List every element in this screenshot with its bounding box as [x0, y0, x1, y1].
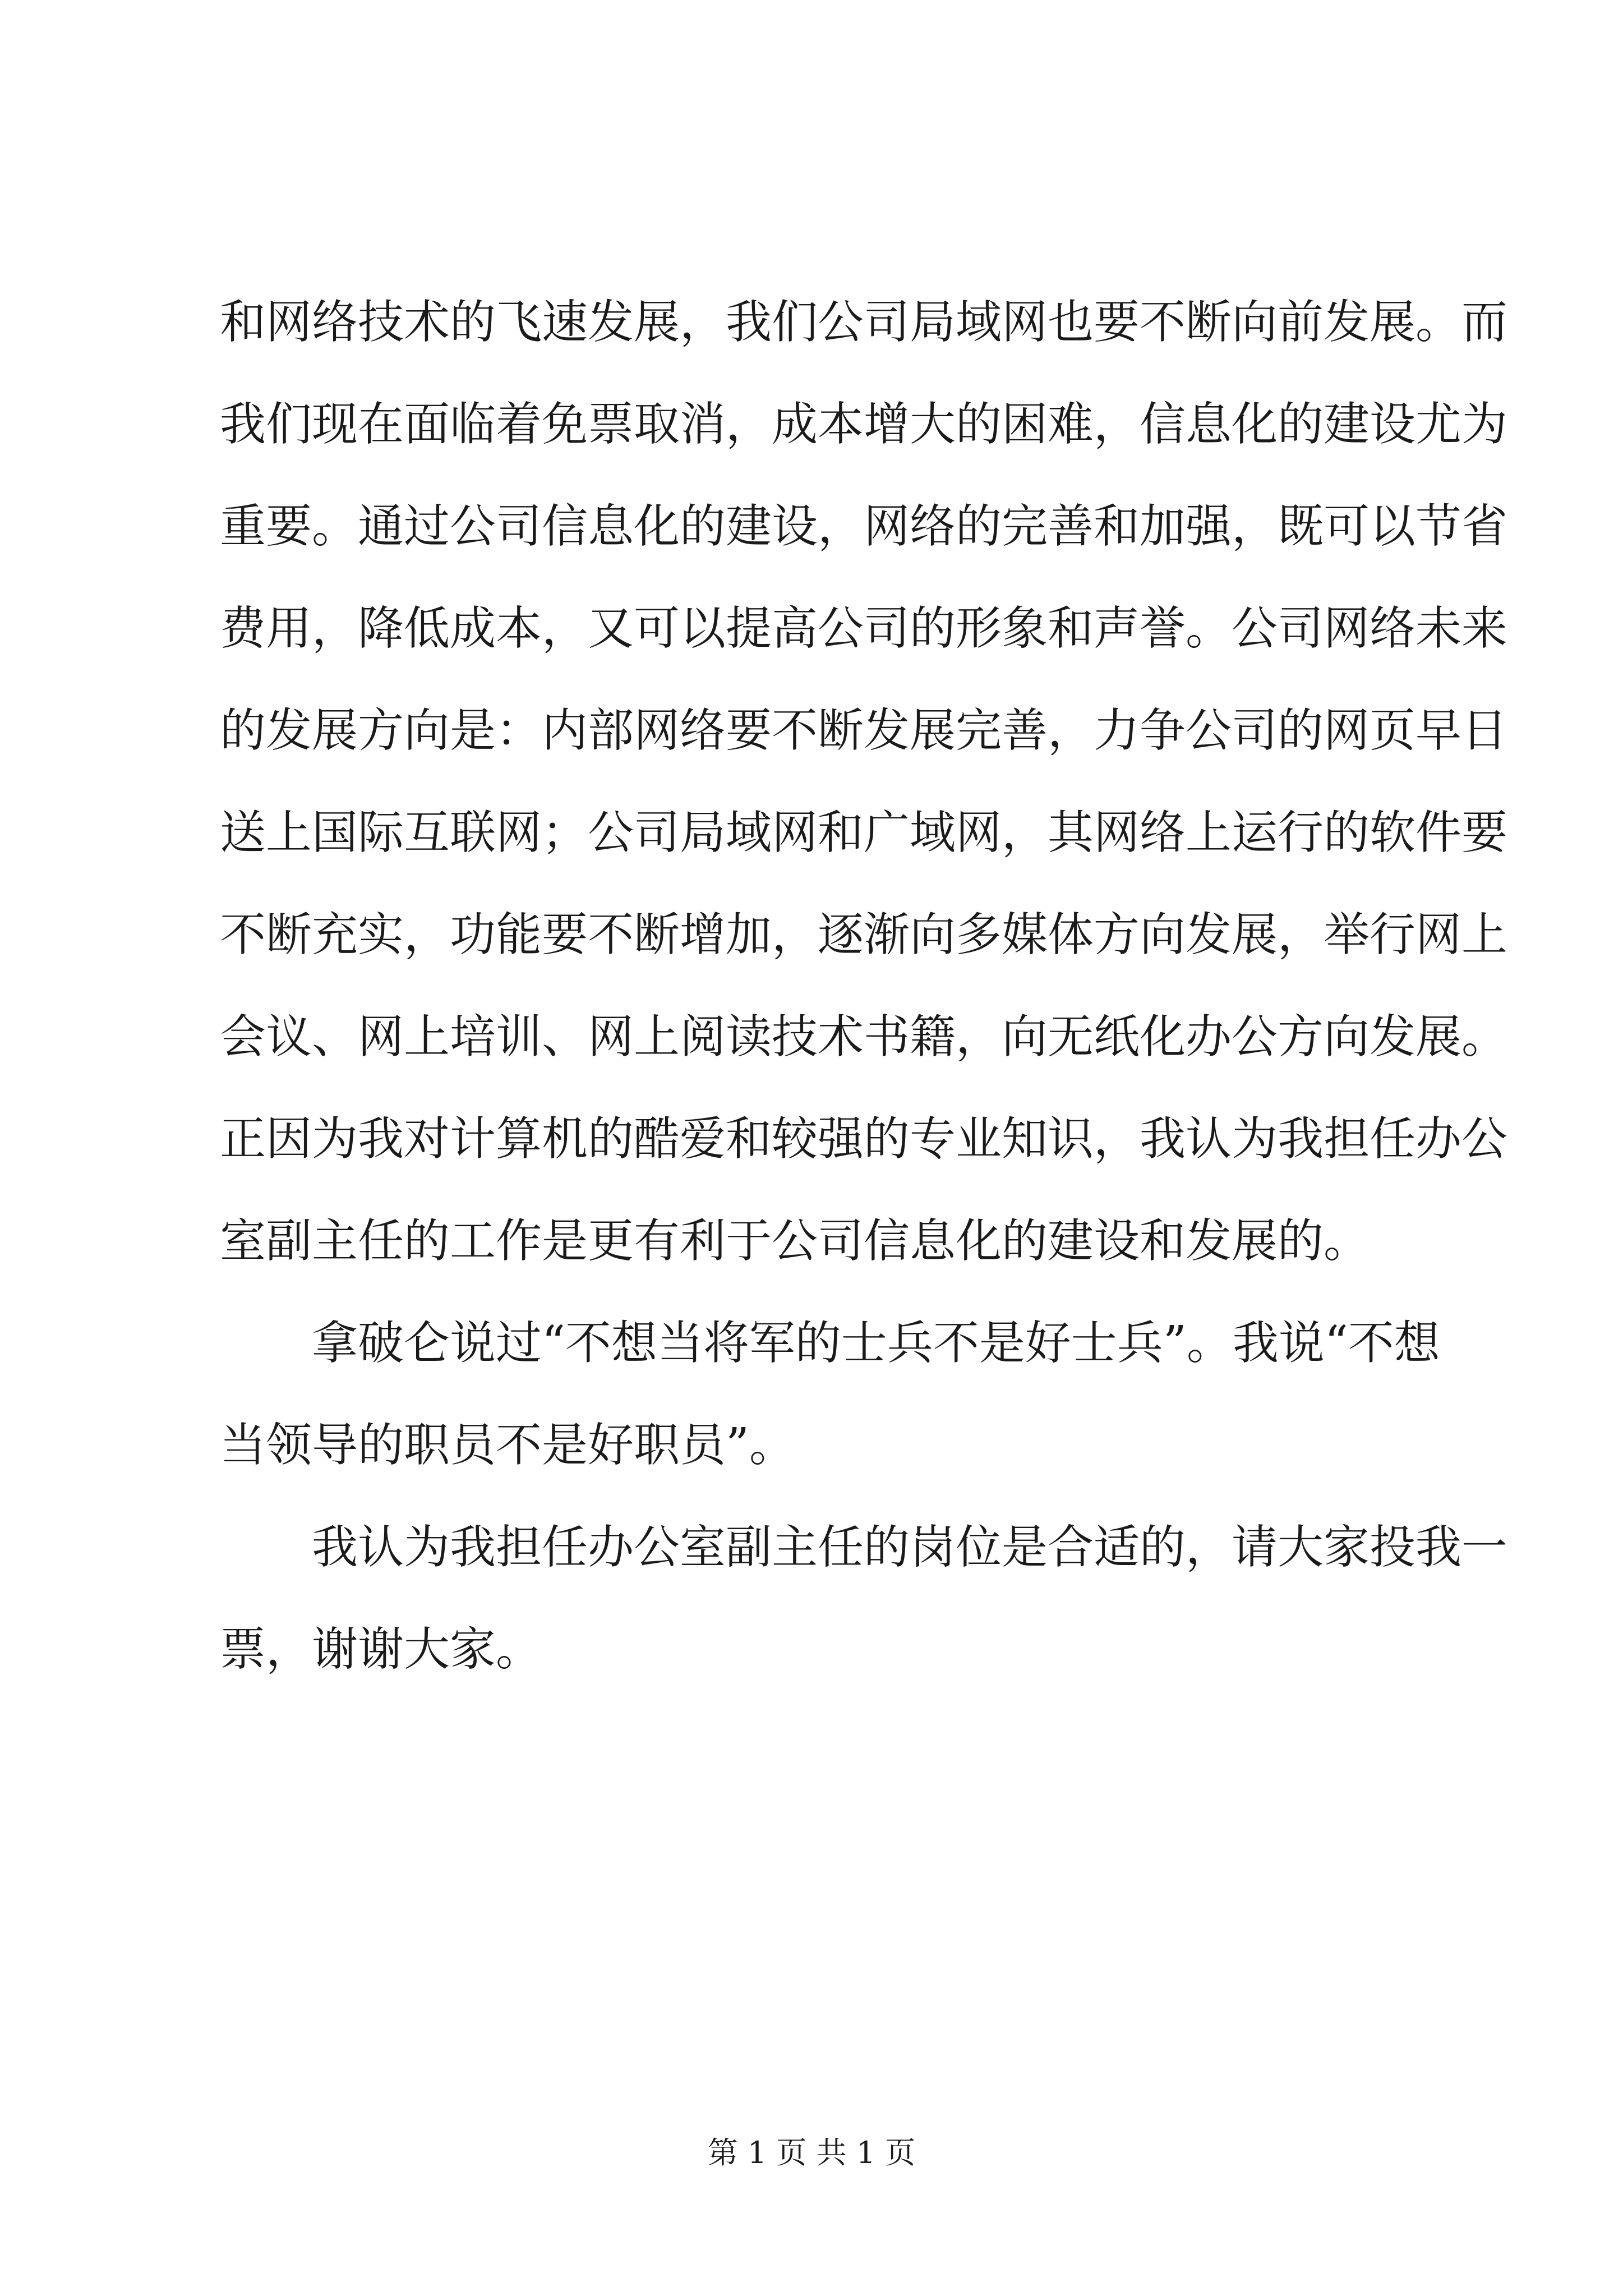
text-line: 的发展方向是：内部网络要不断发展完善，力争公司的网页早日 [220, 704, 1508, 757]
document-body [220, 272, 1508, 1701]
text-line: 会议、网上培训、网上阅读技术书籍，向无纸化办公方向发展。 [220, 1010, 1508, 1064]
text-line: 正因为我对计算机的酷爱和较强的专业知识，我认为我担任办公 [220, 1112, 1508, 1166]
text-line: 当领导的职员不是好职员”。 [220, 1419, 795, 1472]
text-line: 我认为我担任办公室副主任的岗位是合适的，请大家投我一 [220, 1521, 1508, 1574]
text-line: 费用，降低成本，又可以提高公司的形象和声誉。公司网络未来 [220, 602, 1508, 655]
paragraph-2 [220, 1292, 1440, 1497]
page-number-label: 第 1 页 共 1 页 [707, 2135, 916, 2170]
text-line: 室副主任的工作是更有利于公司信息化的建设和发展的。 [220, 1214, 1370, 1268]
text-line: 拿破仑说过“不想当将军的士兵不是好士兵”。我说“不想 [220, 1317, 1440, 1370]
text-line: 票，谢谢大家。 [220, 1623, 542, 1676]
paragraph-3 [220, 1497, 1508, 1701]
text-line: 重要。通过公司信息化的建设，网络的完善和加强，既可以节省 [220, 500, 1508, 553]
text-line: 不断充实，功能要不断增加，逐渐向多媒体方向发展，举行网上 [220, 908, 1508, 961]
page-footer [0, 2131, 1623, 2175]
text-line: 和网络技术的飞速发展，我们公司局域网也要不断向前发展。而 [220, 296, 1508, 349]
paragraph-1 [220, 272, 1508, 1292]
text-line: 送上国际互联网；公司局域网和广域网，其网络上运行的软件要 [220, 806, 1508, 859]
text-line: 我们现在面临着免票取消，成本增大的困难，信息化的建设尤为 [220, 398, 1508, 451]
